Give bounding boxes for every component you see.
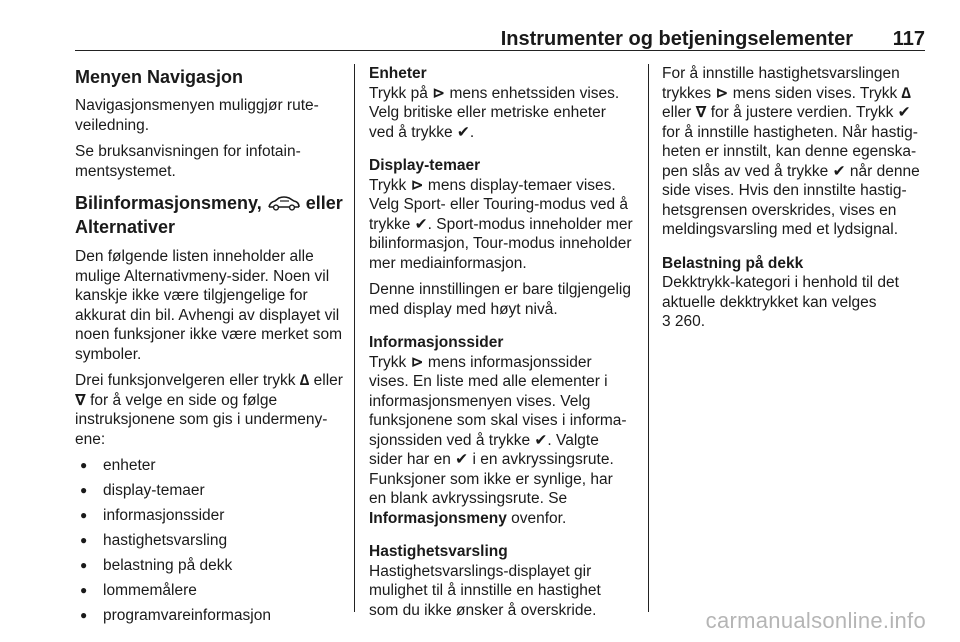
check-icon: ✔ — [456, 123, 470, 141]
page-reference-icon: 3 — [662, 313, 671, 330]
section-speed-warning-cont — [662, 64, 927, 240]
paragraph: Denne innstillingen er bare tilgjengelig med display med høyt nivå. — [369, 281, 631, 318]
down-arrow-icon: ∇ — [75, 391, 86, 409]
down-arrow-icon: ∇ — [695, 104, 707, 121]
paragraph: Drei funksjonvelgeren eller trykk ∆ eller ∇ for å velge en side og følge instruksjonene som gis i undermenyene: — [75, 372, 343, 448]
subheading: Belastning på dekk — [662, 254, 804, 272]
page-reference: 260. — [670, 313, 706, 330]
play-icon: ⊳ — [432, 84, 446, 102]
section-belastning — [662, 254, 927, 332]
subheading: Hastighetsvarsling — [369, 543, 508, 560]
paragraph: Trykk på ⊳ mens enhetssiden vises. Velg britiske eller metriske enheter ved å trykke ✔. — [369, 84, 620, 141]
car-icon — [267, 195, 301, 211]
play-icon: ⊳ — [410, 353, 424, 371]
check-icon: ✔ — [455, 451, 469, 468]
cross-reference: Informasjonsmeny — [369, 509, 507, 527]
check-icon: ✔ — [414, 215, 428, 233]
section-heading: Bilinformasjonsmeny, eller Alternativer — [75, 193, 343, 237]
check-icon: ✔ — [897, 104, 911, 121]
play-icon: ⊳ — [715, 84, 729, 102]
paragraph: Den følgende listen inneholder alle mulige Alternativmeny-sider. Noen vil kanskje ikke være tilgjengelige for akkurat din bil. Avhengi av displayet vil noen funksjoner ikke være merket som symboler. — [75, 248, 343, 363]
page-number: 117 — [892, 28, 925, 50]
list-item: ● display-temaer — [75, 481, 350, 501]
play-icon: ⊳ — [410, 176, 424, 194]
watermark: carmanualsonline.info — [705, 608, 926, 633]
column-middle — [369, 64, 634, 634]
column-divider — [354, 64, 355, 612]
list-item: ● informasjonssider — [75, 506, 350, 526]
paragraph: Trykk ⊳ mens display-temaer vises. Velg Sport- eller Touring-modus ved å trykke ✔. Sport-modus inneholder mer bilinformasjon, Tour-modus inneholder mer mediainformasjon. — [369, 176, 633, 272]
column-divider — [648, 64, 649, 612]
subheading: Enheter — [369, 65, 427, 82]
paragraph: Trykk ⊳ mens informasjonssider vises. En liste med alle elementer i informasjonsmenyen vises. Velg funksjonene som skal vises i informasjonssiden ved å trykke ✔. Valgte sider har en ✔ i en avkryssingsrute. Funksjoner som ikke er synlige, har en blank avkryssingsrute. Se Informasjonsmeny ovenfor. — [369, 353, 627, 527]
page-header — [75, 28, 925, 51]
list-item: ● belastning på dekk — [75, 556, 350, 576]
subheading: Display-temaer — [369, 157, 481, 174]
list-item: ● enheter — [75, 456, 350, 476]
up-arrow-icon: ∆ — [901, 84, 912, 102]
list-item: ● lommemålere — [75, 581, 350, 601]
paragraph: Se bruksanvisningen for infotainmentsystemet. — [75, 143, 301, 180]
paragraph: Navigasjonsmenyen muliggjør ruteveiledning. — [75, 97, 319, 134]
up-arrow-icon: ∆ — [299, 372, 310, 389]
paragraph: Dekktrykk-kategori i henhold til det aktuelle dekktrykket kan velges 3 260. — [662, 274, 899, 330]
submenu-list — [75, 456, 350, 626]
column-right — [662, 64, 927, 346]
list-item: ● programvareinformasjon — [75, 606, 350, 626]
column-left — [75, 64, 350, 631]
paragraph: For å innstille hastighetsvarslingen trykkes ⊳ mens siden vises. Trykk ∆ eller ∇ for å justere verdien. Trykk ✔ for å innstille hastigheten. Når hastigheten er innstilt, kan denne egenskapen slås av ved å trykke ✔ når denne side vises. Hvis den innstilte hastighetsgrensen overskrides, vises en meldingsvarsling med et lydsignal. — [662, 65, 920, 238]
section-display-temaer — [369, 156, 634, 319]
subheading: Informasjonssider — [369, 334, 504, 351]
section-informasjonssider — [369, 333, 634, 528]
section-enheter — [369, 64, 634, 142]
chapter-title: Instrumenter og betjeningselementer — [500, 28, 853, 50]
section-hastighetsvarsling — [369, 542, 634, 620]
check-icon: ✔ — [534, 431, 548, 449]
list-item: ● hastighetsvarsling — [75, 531, 350, 551]
check-icon: ✔ — [832, 162, 846, 180]
section-heading: Menyen Navigasjon — [75, 67, 244, 87]
paragraph: Hastighetsvarslings-displayet gir mulighet til å innstille en hastighet som du ikke ønsker å overskride. — [369, 562, 601, 619]
